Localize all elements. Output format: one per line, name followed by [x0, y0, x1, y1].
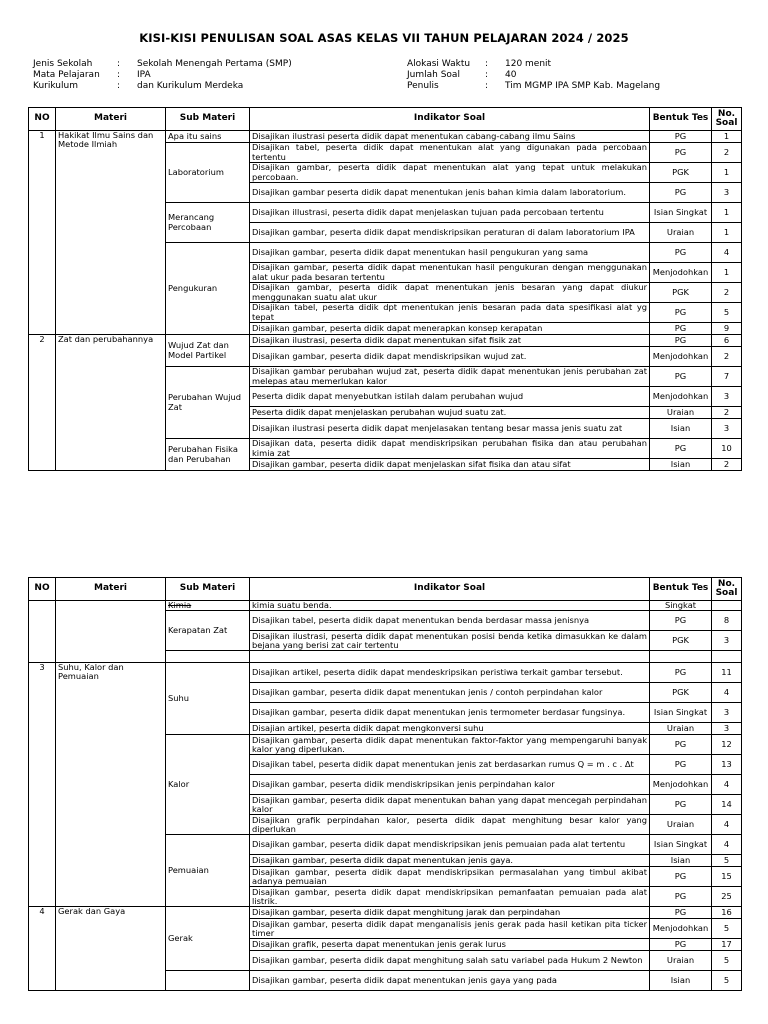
- cell-indikator: Disajikan gambar, peserta didik dapat menentukan hasil pengukuran dengan menggunakan alat ukur pada besaran tertentu: [250, 263, 650, 283]
- info-row: Penulis : Tim MGMP IPA SMP Kab. Magelang: [407, 81, 661, 91]
- cell-no-soal: 4: [712, 815, 742, 835]
- cell-indikator: Disajikan grafik, peserta dapat menentukan jenis gerak lurus: [250, 939, 650, 951]
- document-title: KISI-KISI PENULISAN SOAL ASAS KELAS VII TAHUN PELAJARAN 2024 / 2025: [139, 31, 629, 45]
- cell-no: 1: [29, 131, 56, 335]
- cell-no-soal: 7: [712, 367, 742, 387]
- cell-no: [29, 601, 56, 663]
- cell-no-soal: 15: [712, 867, 742, 887]
- page-2: [0, 560, 768, 1024]
- cell-bentuk-tes: PG: [650, 939, 712, 951]
- cell-sub-materi: [166, 651, 250, 663]
- cell-indikator: Disajikan gambar, peserta didik dapat menjelaskan sifat fisika dan atau sifat: [250, 459, 650, 471]
- cell-indikator: Disajikan gambar, peserta didik dapat menentukan jenis / contoh perpindahan kalor: [250, 683, 650, 703]
- cell-no-soal: 2: [712, 143, 742, 163]
- cell-bentuk-tes: Uraian: [650, 815, 712, 835]
- cell-indikator: Disajikan gambar, peserta didik dapat menentukan alat yang tepat untuk melakukan percobaan.: [250, 163, 650, 183]
- cell-bentuk-tes: PG: [650, 367, 712, 387]
- cell-bentuk-tes: Isian: [650, 459, 712, 471]
- kisi-table-page-2: [28, 577, 742, 991]
- cell-indikator: Disajikan ilustrasi, peserta didik dapat menentukan posisi benda ketika dimasukkan ke dalam bejana yang berisi zat cair tertentu: [250, 631, 650, 651]
- info-row: Alokasi Waktu : 120 menit: [407, 59, 552, 69]
- cell-indikator: Disajikan tabel, peserta didik dpt menentukan jenis besaran pada data spesifikasi alat yg tepat: [250, 303, 650, 323]
- cell-no-soal: 2: [712, 347, 742, 367]
- cell-indikator: Disajikan gambar, peserta didik mendiskripsikan jenis perpindahan kalor: [250, 775, 650, 795]
- cell-indikator: Disajikan gambar, peserta didik dapat mendiskripsikan pemanfaatan pemuaian pada alat listrik.: [250, 887, 650, 907]
- cell-bentuk-tes: Menjodohkan: [650, 775, 712, 795]
- cell-sub-materi: Perubahan Fisika dan Perubahan: [166, 439, 250, 471]
- cell-no-soal: 9: [712, 323, 742, 335]
- cell-indikator: Disajikan data, peserta didik dapat mendiskripsikan perubahan fisika dan atau perubahan kimia zat: [250, 439, 650, 459]
- table-row: [29, 131, 742, 143]
- cell-bentuk-tes: Menjodohkan: [650, 919, 712, 939]
- cell-no-soal: 3: [712, 723, 742, 735]
- cell-no-soal: 25: [712, 887, 742, 907]
- header-sub-materi: Sub Materi: [166, 108, 250, 131]
- cell-sub-materi: Kimia: [166, 601, 250, 611]
- cell-sub-materi: Laboratorium: [166, 143, 250, 203]
- cell-bentuk-tes: PG: [650, 303, 712, 323]
- cell-indikator: Disajikan gambar, peserta didik dapat menentukan bahan yang dapat mencegah perpindahan kalor: [250, 795, 650, 815]
- cell-bentuk-tes: PG: [650, 887, 712, 907]
- cell-no-soal: 2: [712, 283, 742, 303]
- cell-bentuk-tes: Isian Singkat: [650, 835, 712, 855]
- cell-indikator: Disajikan ilustrasi peserta didik dapat menentukan cabang-cabang ilmu Sains: [250, 131, 650, 143]
- cell-no-soal: 4: [712, 243, 742, 263]
- cell-no-soal: [712, 651, 742, 663]
- cell-no-soal: 1: [712, 131, 742, 143]
- cell-materi: Hakikat Ilmu Sains dan Metode Ilmiah: [56, 131, 166, 335]
- cell-indikator: Peserta didik dapat menjelaskan perubahan wujud suatu zat.: [250, 407, 650, 419]
- cell-no-soal: 4: [712, 683, 742, 703]
- info-row: Mata Pelajaran : IPA: [33, 70, 151, 80]
- cell-indikator: Disajikan gambar, peserta didik dapat menentukan faktor-faktor yang mempengaruhi banyak kalor yang diperlukan.: [250, 735, 650, 755]
- cell-sub-materi: Merancang Percobaan: [166, 203, 250, 243]
- header-no: NO: [29, 108, 56, 131]
- info-row: Jenis Sekolah : Sekolah Menengah Pertama (SMP): [33, 59, 292, 69]
- cell-bentuk-tes: PG: [650, 907, 712, 919]
- cell-indikator: Disajikan gambar, peserta didik dapat menerapkan konsep kerapatan: [250, 323, 650, 335]
- cell-no-soal: [712, 601, 742, 611]
- header-bentuk-tes: Bentuk Tes: [650, 108, 712, 131]
- cell-indikator: Disajikan gambar, peserta didik dapat mendiskripsikan wujud zat.: [250, 347, 650, 367]
- cell-no-soal: 1: [712, 163, 742, 183]
- cell-materi: Zat dan perubahannya: [56, 335, 166, 471]
- cell-bentuk-tes: Isian: [650, 971, 712, 991]
- cell-bentuk-tes: Uraian: [650, 407, 712, 419]
- cell-indikator: Disajian artikel, peserta didik dapat mengkonversi suhu: [250, 723, 650, 735]
- cell-sub-materi: Apa itu sains: [166, 131, 250, 143]
- cell-sub-materi: Wujud Zat dan Model Partikel: [166, 335, 250, 367]
- header-no: NO: [29, 578, 56, 601]
- cell-bentuk-tes: PGK: [650, 683, 712, 703]
- cell-bentuk-tes: PG: [650, 755, 712, 775]
- cell-no-soal: 1: [712, 223, 742, 243]
- cell-bentuk-tes: Menjodohkan: [650, 387, 712, 407]
- header-sub-materi: Sub Materi: [166, 578, 250, 601]
- cell-no-soal: 14: [712, 795, 742, 815]
- cell-sub-materi: Suhu: [166, 663, 250, 735]
- cell-bentuk-tes: PG: [650, 735, 712, 755]
- cell-materi: Suhu, Kalor dan Pemuaian: [56, 663, 166, 907]
- cell-no-soal: 5: [712, 919, 742, 939]
- cell-bentuk-tes: Singkat: [650, 601, 712, 611]
- cell-no: 2: [29, 335, 56, 471]
- cell-bentuk-tes: PG: [650, 439, 712, 459]
- cell-no-soal: 17: [712, 939, 742, 951]
- cell-indikator: Disajikan gambar peserta didik dapat menentukan jenis bahan kimia dalam laboratorium.: [250, 183, 650, 203]
- table-header-row: [29, 108, 742, 131]
- table-row: [29, 663, 742, 683]
- cell-bentuk-tes: PGK: [650, 283, 712, 303]
- cell-indikator: Disajikan gambar, peserta didik dapat menentukan hasil pengukuran yang sama: [250, 243, 650, 263]
- cell-indikator: Disajikan gambar, peserta didik dapat mendiskripsikan jenis pemuaian pada alat tertentu: [250, 835, 650, 855]
- cell-indikator: Disajikan gambar, peserta didik dapat menentukan jenis besaran yang dapat diukur menggunakan suatu alat ukur: [250, 283, 650, 303]
- cell-indikator: Disajikan gambar, peserta didik dapat menentukan jenis gaya yang pada: [250, 971, 650, 991]
- header-no-soal: No. Soal: [712, 578, 742, 601]
- cell-indikator: Disajikan ilustrasi peserta didik dapat menjelasakan tentang besar massa jenis suatu zat: [250, 419, 650, 439]
- header-materi: Materi: [56, 108, 166, 131]
- cell-no-soal: 10: [712, 439, 742, 459]
- info-row: Kurikulum : dan Kurikulum Merdeka: [33, 81, 244, 91]
- cell-indikator: Disajikan gambar, peserta didik dapat menentukan jenis termometer berdasar fungsinya.: [250, 703, 650, 723]
- cell-no-soal: 3: [712, 387, 742, 407]
- header-info-left: [33, 59, 292, 92]
- header-no-soal: No. Soal: [712, 108, 742, 131]
- cell-indikator: Disajikan gambar, peserta didik dapat mendiskripsikan peraturan di dalam laboratorium IPA: [250, 223, 650, 243]
- header-materi: Materi: [56, 578, 166, 601]
- header-info-right: [407, 59, 660, 92]
- cell-bentuk-tes: Uraian: [650, 723, 712, 735]
- cell-no-soal: 2: [712, 407, 742, 419]
- cell-bentuk-tes: PG: [650, 795, 712, 815]
- cell-no: 3: [29, 663, 56, 907]
- kisi-table-page-1: [28, 107, 742, 471]
- cell-materi: [56, 601, 166, 663]
- cell-bentuk-tes: Menjodohkan: [650, 263, 712, 283]
- cell-bentuk-tes: PG: [650, 335, 712, 347]
- cell-indikator: Disajikan gambar, peserta didik dapat menentukan jenis gaya.: [250, 855, 650, 867]
- table-header-row: [29, 578, 742, 601]
- cell-no: 4: [29, 907, 56, 991]
- cell-no-soal: 5: [712, 855, 742, 867]
- cell-indikator: Disajikan artikel, peserta didik dapat mendeskripsikan peristiwa terkait gambar tersebut.: [250, 663, 650, 683]
- table-row: [29, 601, 742, 611]
- cell-indikator: Disajikan gambar, peserta didik dapat menghitung jarak dan perpindahan: [250, 907, 650, 919]
- cell-bentuk-tes: Isian: [650, 419, 712, 439]
- header-indikator: Indikator Soal: [250, 578, 650, 601]
- cell-indikator: [250, 651, 650, 663]
- cell-indikator: Disajikan ilustrasi, peserta didik dapat menentukan sifat fisik zat: [250, 335, 650, 347]
- cell-no-soal: 1: [712, 203, 742, 223]
- cell-bentuk-tes: PGK: [650, 163, 712, 183]
- cell-no-soal: 13: [712, 755, 742, 775]
- cell-indikator: Disajikan grafik perpindahan kalor, peserta didik dapat menghitung besar kalor yang diperlukan: [250, 815, 650, 835]
- cell-sub-materi: Pemuaian: [166, 835, 250, 907]
- cell-indikator: Disajikan gambar, peserta didik dapat menghitung salah satu variabel pada Hukum 2 Newton: [250, 951, 650, 971]
- cell-bentuk-tes: Menjodohkan: [650, 347, 712, 367]
- cell-no-soal: 12: [712, 735, 742, 755]
- cell-no-soal: 4: [712, 775, 742, 795]
- cell-no-soal: 5: [712, 303, 742, 323]
- cell-bentuk-tes: Isian: [650, 855, 712, 867]
- cell-indikator: Disajikan gambar perubahan wujud zat, peserta didik dapat menentukan jenis perubahan zat melepas atau memerlukan kalor: [250, 367, 650, 387]
- cell-no-soal: 3: [712, 419, 742, 439]
- cell-indikator: Peserta didik dapat menyebutkan istilah dalam perubahan wujud: [250, 387, 650, 407]
- cell-indikator: Disajikan gambar, peserta didik dapat menganalisis jenis gerak pada hasil ketikan pita ticker timer: [250, 919, 650, 939]
- cell-indikator: Disajikan tabel, peserta didik dapat menentukan jenis zat berdasarkan rumus Q = m . c . Δt: [250, 755, 650, 775]
- info-row: Jumlah Soal : 40: [407, 70, 517, 80]
- cell-bentuk-tes: PG: [650, 131, 712, 143]
- cell-indikator: Disajikan illustrasi, peserta didik dapat menjelaskan tujuan pada percobaan tertentu: [250, 203, 650, 223]
- cell-bentuk-tes: PG: [650, 183, 712, 203]
- cell-no-soal: 2: [712, 459, 742, 471]
- cell-indikator: Disajikan tabel, peserta didik dapat menentukan benda berdasar massa jenisnya: [250, 611, 650, 631]
- cell-indikator: Disajikan tabel, peserta didik dapat menentukan alat yang digunakan pada percobaan tertentu: [250, 143, 650, 163]
- cell-indikator: Disajikan gambar, peserta didik dapat mendiskripsikan permasalahan yang timbul akibat adanya pemuaian: [250, 867, 650, 887]
- cell-bentuk-tes: PG: [650, 611, 712, 631]
- page-gap: [0, 520, 768, 560]
- cell-no-soal: 6: [712, 335, 742, 347]
- cell-no-soal: 11: [712, 663, 742, 683]
- cell-bentuk-tes: PG: [650, 323, 712, 335]
- cell-bentuk-tes: Isian Singkat: [650, 703, 712, 723]
- cell-bentuk-tes: [650, 651, 712, 663]
- cell-bentuk-tes: PG: [650, 663, 712, 683]
- cell-sub-materi: Perubahan Wujud Zat: [166, 367, 250, 439]
- cell-sub-materi: [166, 971, 250, 991]
- cell-indikator: kimia suatu benda.: [250, 601, 650, 611]
- cell-bentuk-tes: PG: [650, 867, 712, 887]
- table-row: [29, 335, 742, 347]
- table-row: [29, 907, 742, 919]
- cell-no-soal: 3: [712, 183, 742, 203]
- cell-no-soal: 8: [712, 611, 742, 631]
- cell-no-soal: 3: [712, 631, 742, 651]
- cell-sub-materi: Kerapatan Zat: [166, 611, 250, 651]
- cell-no-soal: 3: [712, 703, 742, 723]
- cell-sub-materi: Pengukuran: [166, 243, 250, 335]
- cell-bentuk-tes: Isian Singkat: [650, 203, 712, 223]
- cell-sub-materi: Kalor: [166, 735, 250, 835]
- cell-sub-materi: Gerak: [166, 907, 250, 971]
- cell-bentuk-tes: Uraian: [650, 223, 712, 243]
- cell-bentuk-tes: PGK: [650, 631, 712, 651]
- cell-bentuk-tes: PG: [650, 143, 712, 163]
- cell-no-soal: 4: [712, 835, 742, 855]
- cell-materi: Gerak dan Gaya: [56, 907, 166, 991]
- cell-no-soal: 1: [712, 263, 742, 283]
- cell-no-soal: 5: [712, 971, 742, 991]
- header-bentuk-tes: Bentuk Tes: [650, 578, 712, 601]
- cell-no-soal: 16: [712, 907, 742, 919]
- cell-bentuk-tes: PG: [650, 243, 712, 263]
- cell-no-soal: 5: [712, 951, 742, 971]
- cell-bentuk-tes: Uraian: [650, 951, 712, 971]
- header-indikator: Indikator Soal: [250, 108, 650, 131]
